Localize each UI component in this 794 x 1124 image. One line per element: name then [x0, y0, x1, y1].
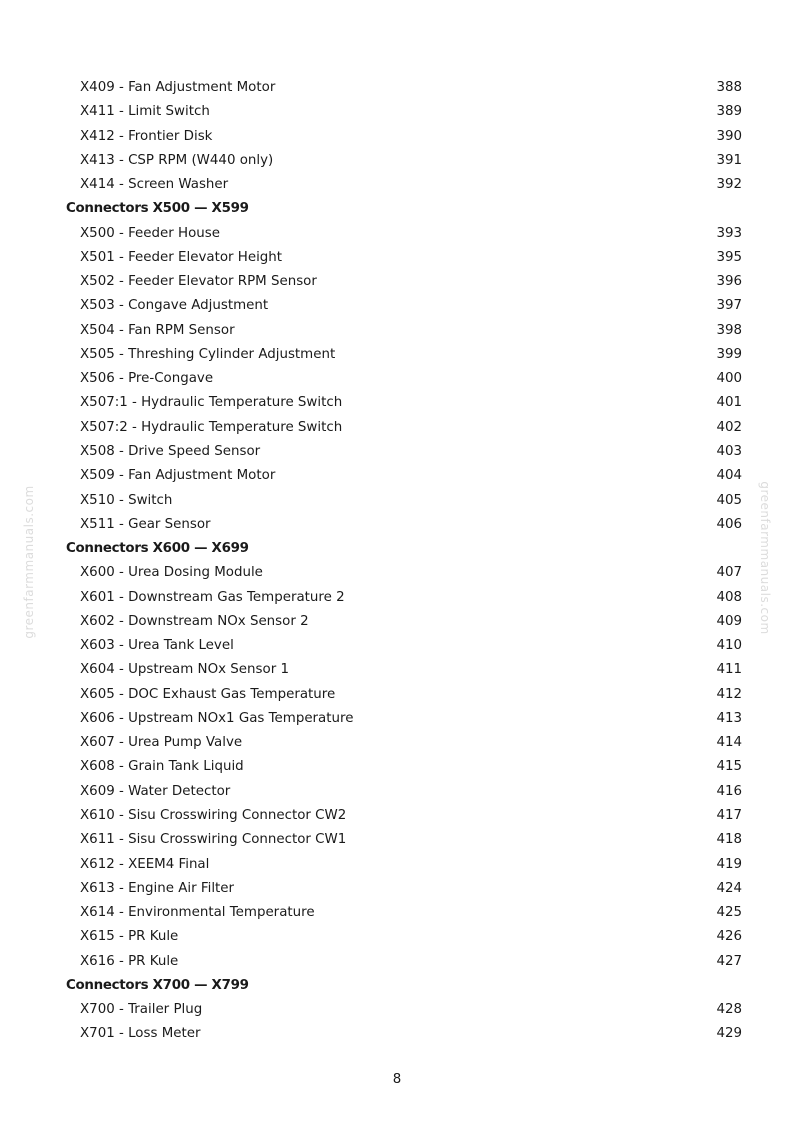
- toc-entry[interactable]: [0, 294, 794, 318]
- toc-entry[interactable]: [0, 998, 794, 1022]
- entry-page-number: 396: [716, 274, 742, 290]
- entry-page-number: 416: [716, 783, 742, 799]
- toc-entry[interactable]: [0, 683, 794, 707]
- toc-entry[interactable]: [0, 925, 794, 949]
- entry-page-number: 412: [716, 686, 742, 702]
- entry-title: X510 - Switch: [80, 492, 173, 508]
- toc-entry[interactable]: [0, 464, 794, 488]
- entry-title: X614 - Environmental Temperature: [80, 905, 315, 921]
- entry-page-number: 418: [716, 832, 742, 848]
- toc-entry[interactable]: [0, 610, 794, 634]
- toc-entry[interactable]: [0, 100, 794, 124]
- entry-title: X509 - Fan Adjustment Motor: [80, 468, 276, 484]
- watermark-left: greenfarmmanuals.com: [22, 485, 36, 639]
- entry-title: X508 - Drive Speed Sensor: [80, 443, 261, 459]
- entry-page-number: 392: [716, 177, 742, 193]
- entry-title: X506 - Pre-Congave: [80, 371, 214, 387]
- entry-title: X600 - Urea Dosing Module: [80, 565, 263, 581]
- toc-entry[interactable]: [0, 440, 794, 464]
- toc-entry[interactable]: [0, 149, 794, 173]
- entry-page-number: 399: [716, 346, 742, 362]
- entry-page-number: 402: [716, 419, 742, 435]
- toc-entry[interactable]: [0, 780, 794, 804]
- entry-page-number: 391: [716, 152, 742, 168]
- toc-entry[interactable]: [0, 173, 794, 197]
- entry-title: X602 - Downstream NOx Sensor 2: [80, 613, 309, 629]
- toc-entry[interactable]: [0, 901, 794, 925]
- entry-page-number: 393: [716, 225, 742, 241]
- table-of-contents: [0, 76, 794, 1047]
- entry-title: X507:1 - Hydraulic Temperature Switch: [80, 395, 343, 411]
- entry-page-number: 407: [716, 565, 742, 581]
- toc-entry[interactable]: [0, 367, 794, 391]
- toc-entry[interactable]: [0, 125, 794, 149]
- entry-page-number: 408: [716, 589, 742, 605]
- entry-title: X507:2 - Hydraulic Temperature Switch: [80, 419, 343, 435]
- entry-title: X502 - Feeder Elevator RPM Sensor: [80, 274, 317, 290]
- toc-entry[interactable]: [0, 246, 794, 270]
- toc-entry[interactable]: [0, 586, 794, 610]
- entry-page-number: 429: [716, 1026, 742, 1042]
- entry-title: X511 - Gear Sensor: [80, 516, 211, 532]
- entry-title: X611 - Sisu Crosswiring Connector CW1: [80, 832, 347, 848]
- toc-entry[interactable]: [0, 513, 794, 537]
- toc-entry[interactable]: [0, 270, 794, 294]
- entry-title: X601 - Downstream Gas Temperature 2: [80, 589, 345, 605]
- entry-page-number: 388: [716, 80, 742, 95]
- entry-title: X604 - Upstream NOx Sensor 1: [80, 662, 289, 678]
- entry-title: X613 - Engine Air Filter: [80, 880, 235, 896]
- entry-page-number: 411: [716, 662, 742, 678]
- entry-page-number: 414: [716, 735, 742, 751]
- entry-page-number: 425: [716, 905, 742, 921]
- entry-page-number: 390: [716, 128, 742, 144]
- toc-entry[interactable]: [0, 877, 794, 901]
- entry-page-number: 395: [716, 249, 742, 265]
- entry-page-number: 426: [716, 929, 742, 945]
- entry-title: X608 - Grain Tank Liquid: [80, 759, 244, 775]
- toc-entry[interactable]: [0, 707, 794, 731]
- toc-section-heading: [0, 197, 794, 221]
- toc-entry[interactable]: [0, 634, 794, 658]
- section-title: Connectors X500 — X599: [66, 201, 249, 217]
- entry-title: X500 - Feeder House: [80, 225, 220, 241]
- entry-title: X616 - PR Kule: [80, 953, 179, 969]
- entry-title: X409 - Fan Adjustment Motor: [80, 80, 276, 95]
- entry-title: X615 - PR Kule: [80, 929, 179, 945]
- entry-page-number: 409: [716, 613, 742, 629]
- entry-title: X411 - Limit Switch: [80, 104, 210, 120]
- entry-page-number: 415: [716, 759, 742, 775]
- toc-section-heading: [0, 974, 794, 998]
- toc-entry[interactable]: [0, 731, 794, 755]
- entry-title: X612 - XEEM4 Final: [80, 856, 210, 872]
- toc-entry[interactable]: [0, 755, 794, 779]
- entry-page-number: 424: [716, 880, 742, 896]
- toc-entry[interactable]: [0, 950, 794, 974]
- toc-entry[interactable]: [0, 804, 794, 828]
- entry-page-number: 400: [716, 371, 742, 387]
- entry-page-number: 413: [716, 710, 742, 726]
- entry-page-number: 427: [716, 953, 742, 969]
- entry-page-number: 406: [716, 516, 742, 532]
- toc-entry[interactable]: [0, 416, 794, 440]
- entry-page-number: 405: [716, 492, 742, 508]
- toc-entry[interactable]: [0, 853, 794, 877]
- toc-entry[interactable]: [0, 828, 794, 852]
- toc-entry[interactable]: [0, 561, 794, 585]
- page-number: 8: [392, 1072, 402, 1087]
- toc-entry[interactable]: [0, 658, 794, 682]
- section-title: Connectors X600 — X699: [66, 541, 249, 557]
- watermark-right: greenfarmmanuals.com: [758, 481, 772, 635]
- entry-page-number: 401: [716, 395, 742, 411]
- entry-title: X413 - CSP RPM (W440 only): [80, 152, 274, 168]
- entry-title: X607 - Urea Pump Valve: [80, 735, 243, 751]
- entry-title: X609 - Water Detector: [80, 783, 231, 799]
- toc-entry[interactable]: [0, 343, 794, 367]
- section-title: Connectors X700 — X799: [66, 977, 249, 993]
- entry-title: X503 - Congave Adjustment: [80, 298, 269, 314]
- toc-entry[interactable]: [0, 489, 794, 513]
- entry-page-number: 389: [716, 104, 742, 120]
- entry-title: X412 - Frontier Disk: [80, 128, 213, 144]
- entry-title: X700 - Trailer Plug: [80, 1002, 203, 1018]
- entry-page-number: 417: [716, 807, 742, 823]
- entry-page-number: 403: [716, 443, 742, 459]
- toc-entry[interactable]: [0, 222, 794, 246]
- entry-page-number: 404: [716, 468, 742, 484]
- entry-title: X603 - Urea Tank Level: [80, 638, 234, 654]
- entry-title: X701 - Loss Meter: [80, 1026, 201, 1042]
- entry-title: X501 - Feeder Elevator Height: [80, 249, 283, 265]
- toc-section-heading: [0, 537, 794, 561]
- toc-entry[interactable]: [0, 1022, 794, 1046]
- entry-title: X605 - DOC Exhaust Gas Temperature: [80, 686, 336, 702]
- entry-page-number: 428: [716, 1002, 742, 1018]
- toc-entry[interactable]: [0, 76, 794, 100]
- entry-page-number: 419: [716, 856, 742, 872]
- entry-title: X606 - Upstream NOx1 Gas Temperature: [80, 710, 354, 726]
- toc-entry[interactable]: [0, 391, 794, 415]
- toc-entry[interactable]: [0, 319, 794, 343]
- entry-page-number: 410: [716, 638, 742, 654]
- entry-title: X505 - Threshing Cylinder Adjustment: [80, 346, 336, 362]
- entry-page-number: 398: [716, 322, 742, 338]
- entry-page-number: 397: [716, 298, 742, 314]
- entry-title: X414 - Screen Washer: [80, 177, 229, 193]
- entry-title: X504 - Fan RPM Sensor: [80, 322, 235, 338]
- entry-title: X610 - Sisu Crosswiring Connector CW2: [80, 807, 347, 823]
